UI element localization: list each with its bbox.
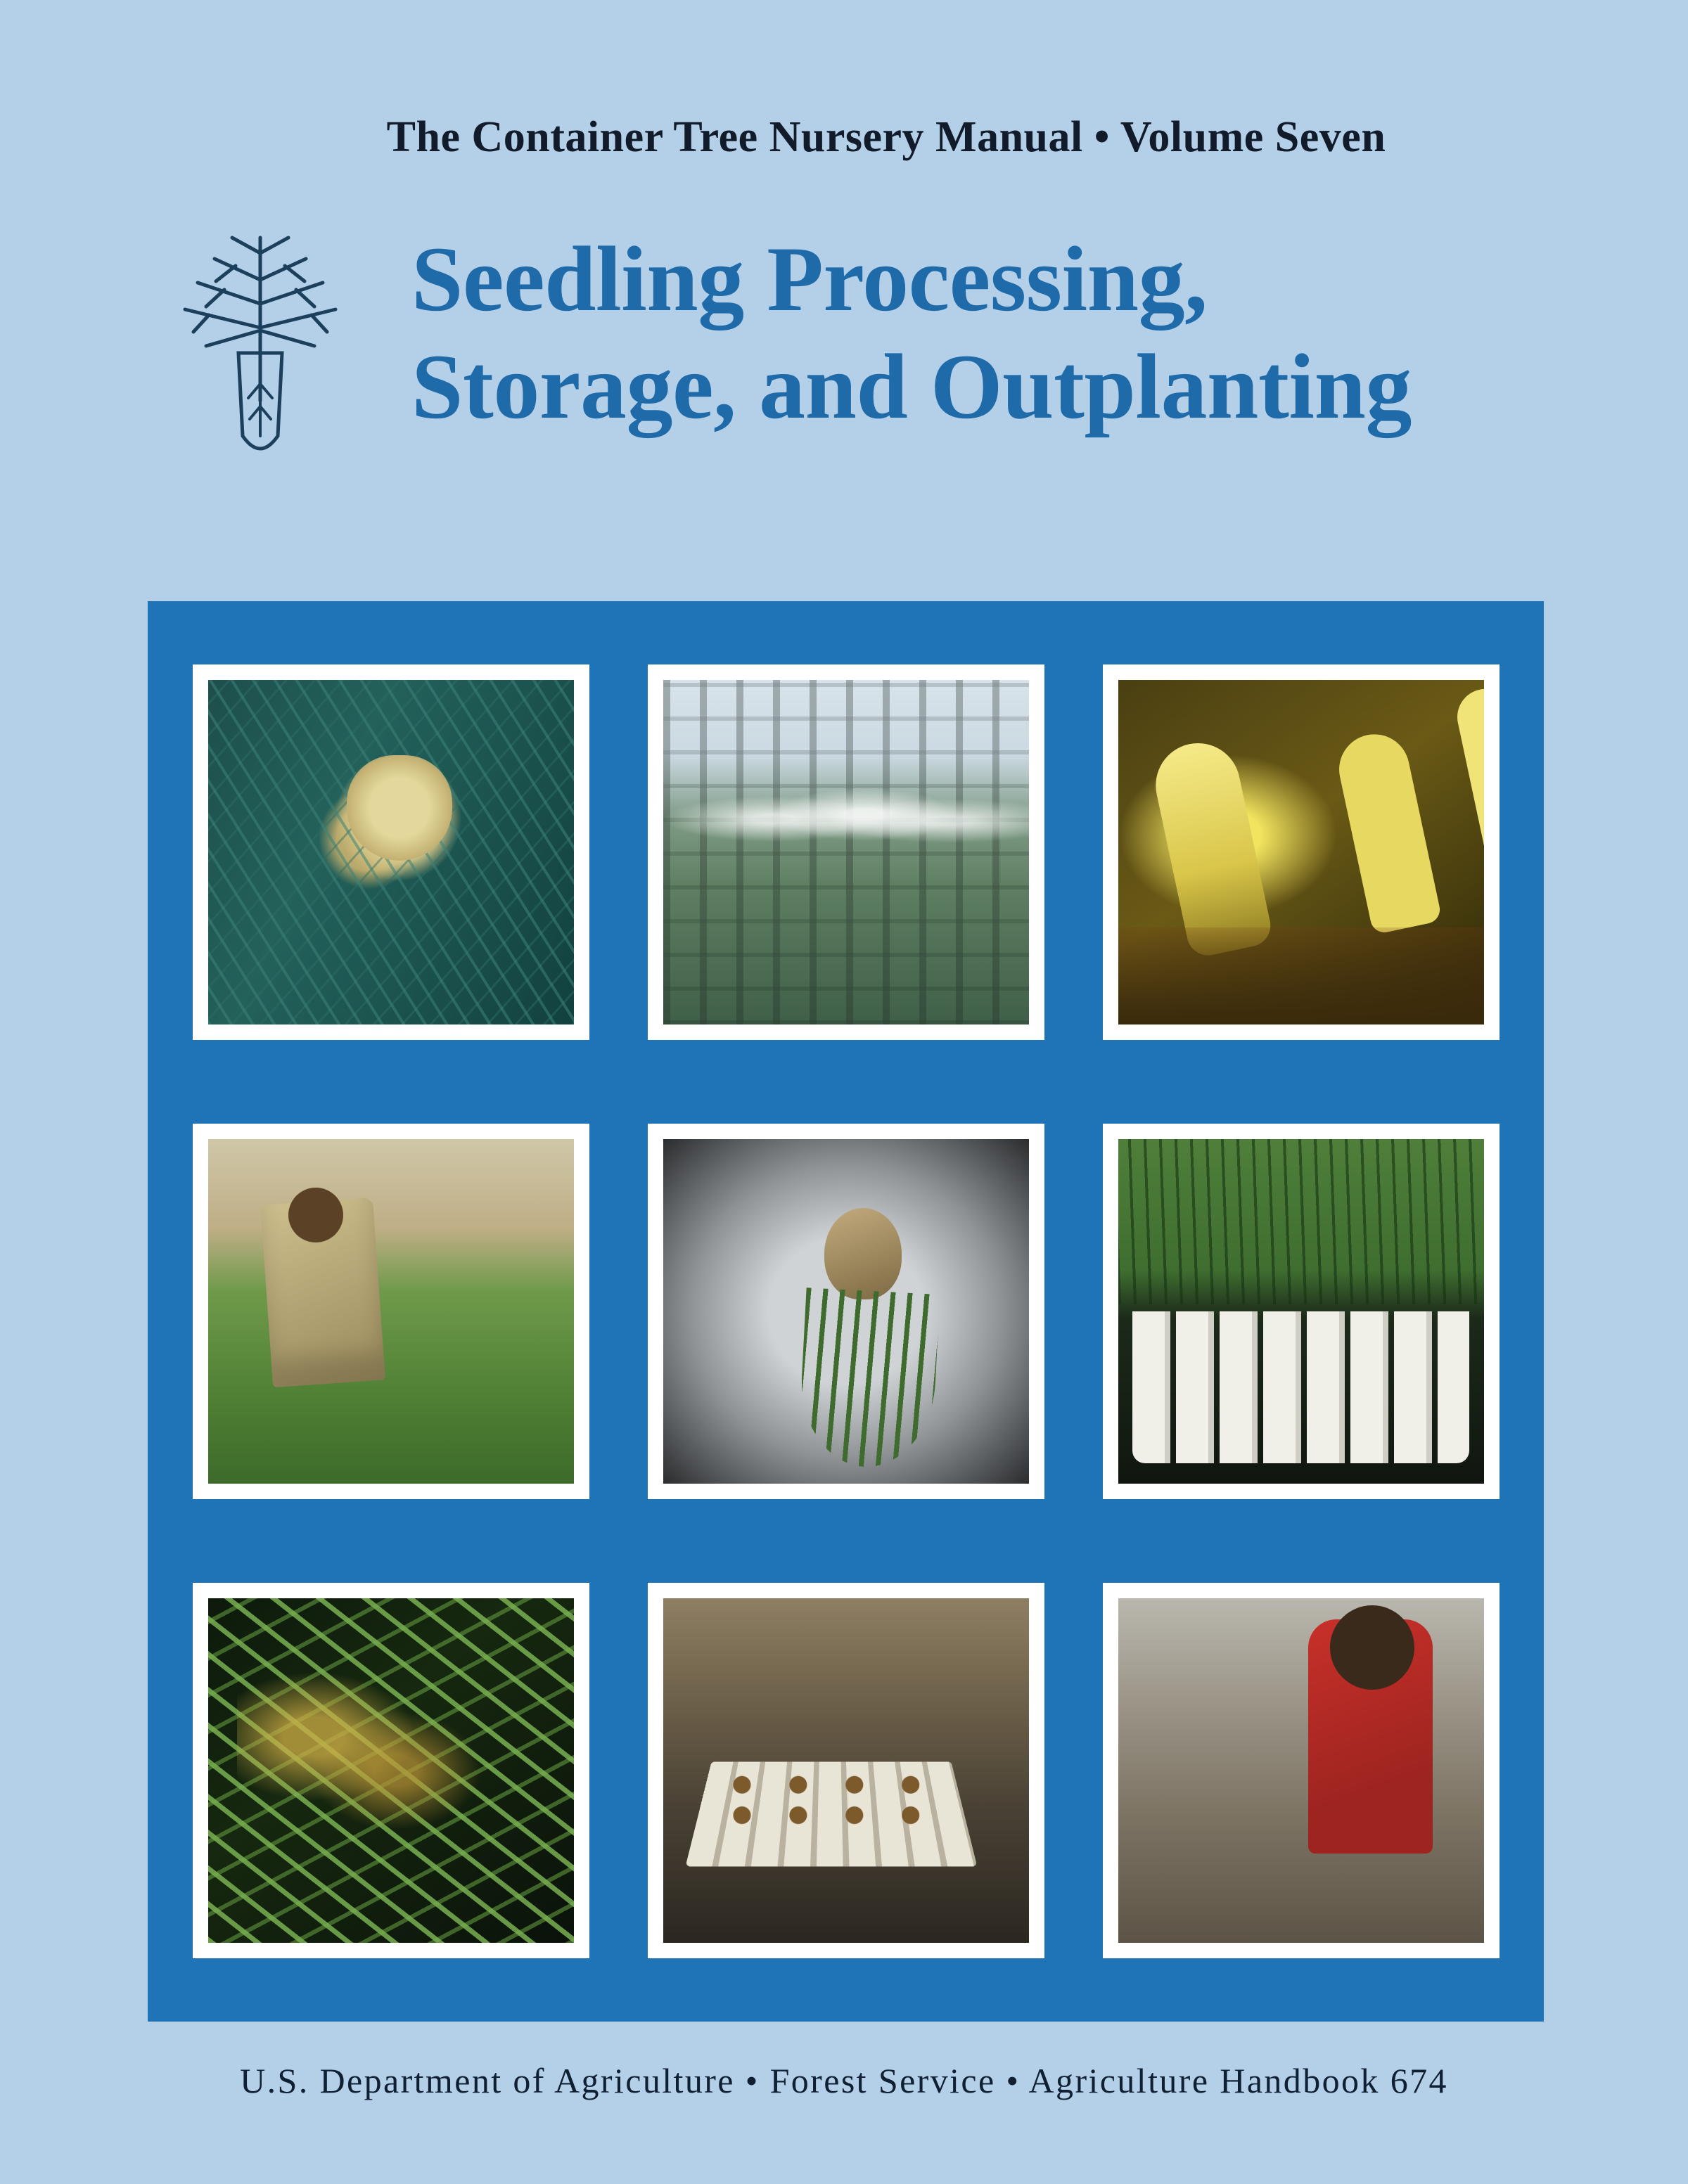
conifer-seedling-in-container-logo: [165, 225, 355, 492]
photo-frame: [648, 1124, 1044, 1499]
photo-germinating-seed: [663, 1139, 1029, 1484]
photo-cell: [618, 622, 1073, 1081]
photo-cell: [1073, 622, 1528, 1081]
photo-frame: [193, 1583, 589, 1958]
title-line-1: Seedling Processing,: [411, 227, 1208, 330]
photo-frame: [1103, 1583, 1500, 1958]
photo-conifer-bud: [208, 680, 574, 1024]
series-volume-line: The Container Tree Nursery Manual • Volume Seven: [386, 113, 1386, 161]
photo-cell: [618, 1081, 1073, 1541]
photo-cell: [1073, 1081, 1528, 1541]
photo-frame: [648, 664, 1044, 1040]
photo-container-cavities: [1118, 1139, 1484, 1484]
photo-needle-damage: [208, 1598, 574, 1943]
photo-cell: [618, 1541, 1073, 2000]
photo-tray-filling-line: [663, 1598, 1029, 1943]
photo-cell: [163, 622, 618, 1081]
photo-cell: [163, 1541, 618, 2000]
photo-frame: [1103, 664, 1500, 1040]
photo-worker-packing: [1118, 1598, 1484, 1943]
photo-frame: [193, 1124, 589, 1499]
photo-mycorrhizal-roots: [1118, 680, 1484, 1024]
photo-cell: [1073, 1541, 1528, 2000]
photo-greenhouse-irrigation: [663, 680, 1029, 1024]
publisher-footer: U.S. Department of Agriculture • Forest Service • Agriculture Handbook 674: [240, 2061, 1448, 2100]
title-line-2: Storage, and Outplanting: [411, 335, 1412, 439]
photo-frame: [1103, 1124, 1500, 1499]
photo-cell: [163, 1081, 618, 1541]
photo-frame: [648, 1583, 1044, 1958]
photo-frame: [193, 664, 589, 1040]
photo-worker-spraying: [208, 1139, 574, 1484]
cover-title: [411, 225, 1565, 440]
cover-photo-grid: [148, 601, 1544, 2022]
